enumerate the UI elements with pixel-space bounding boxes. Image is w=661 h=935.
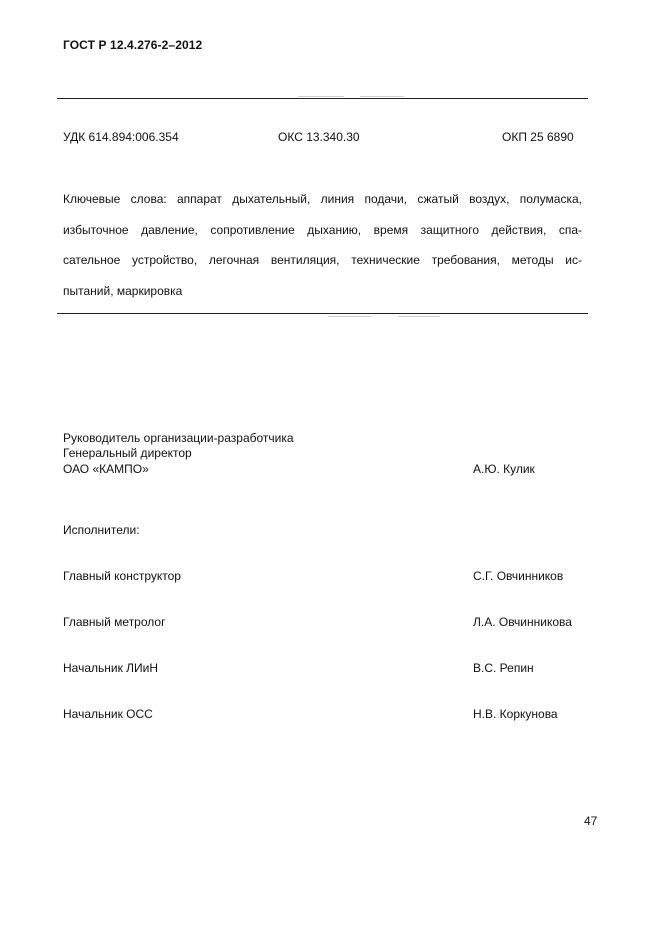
executor-position: Главный конструктор [63,569,181,583]
executor-position: Главный метролог [63,615,166,629]
keywords-paragraph [63,184,582,306]
udk-code: УДК 614.894:006.354 [63,130,179,144]
oks-code: ОКС 13.340.30 [278,130,360,144]
organization-signatory: А.Ю. Кулик [473,462,535,476]
faint-mark [298,96,344,97]
executor-position: Начальник ЛИиН [63,661,159,675]
top-divider [57,98,588,99]
organization-name: ОАО «КАМПО» [63,462,149,476]
bottom-divider [57,313,588,314]
okp-code: ОКП 25 6890 [502,130,574,144]
faint-mark [360,96,404,97]
executor-name: В.С. Репин [473,661,534,675]
standard-code: ГОСТ Р 12.4.276-2–2012 [63,38,203,52]
faint-mark [328,316,372,317]
page-number: 47 [584,814,598,828]
executor-position: Начальник ОСС [63,707,153,721]
keywords-line: избыточное давление, сопротивление дыханию, время защитного действия, спа- [63,222,582,237]
executor-name: Л.А. Овчинникова [473,615,572,629]
keywords-line: пытаний, маркировка [63,283,183,298]
executors-heading: Исполнители: [63,523,140,537]
organization-position: Генеральный директор [63,446,192,460]
executor-name: С.Г. Овчинников [473,569,564,583]
executor-name: Н.В. Коркунова [473,707,558,721]
faint-mark [398,316,440,317]
keywords-line: сательное устройство, легочная вентиляция, технические требования, методы ис- [63,253,582,267]
keywords-line: Ключевые слова: аппарат дыхательный, линия подачи, сжатый воздух, полумаска, [63,192,582,206]
organization-role: Руководитель организации-разработчика [63,431,294,445]
